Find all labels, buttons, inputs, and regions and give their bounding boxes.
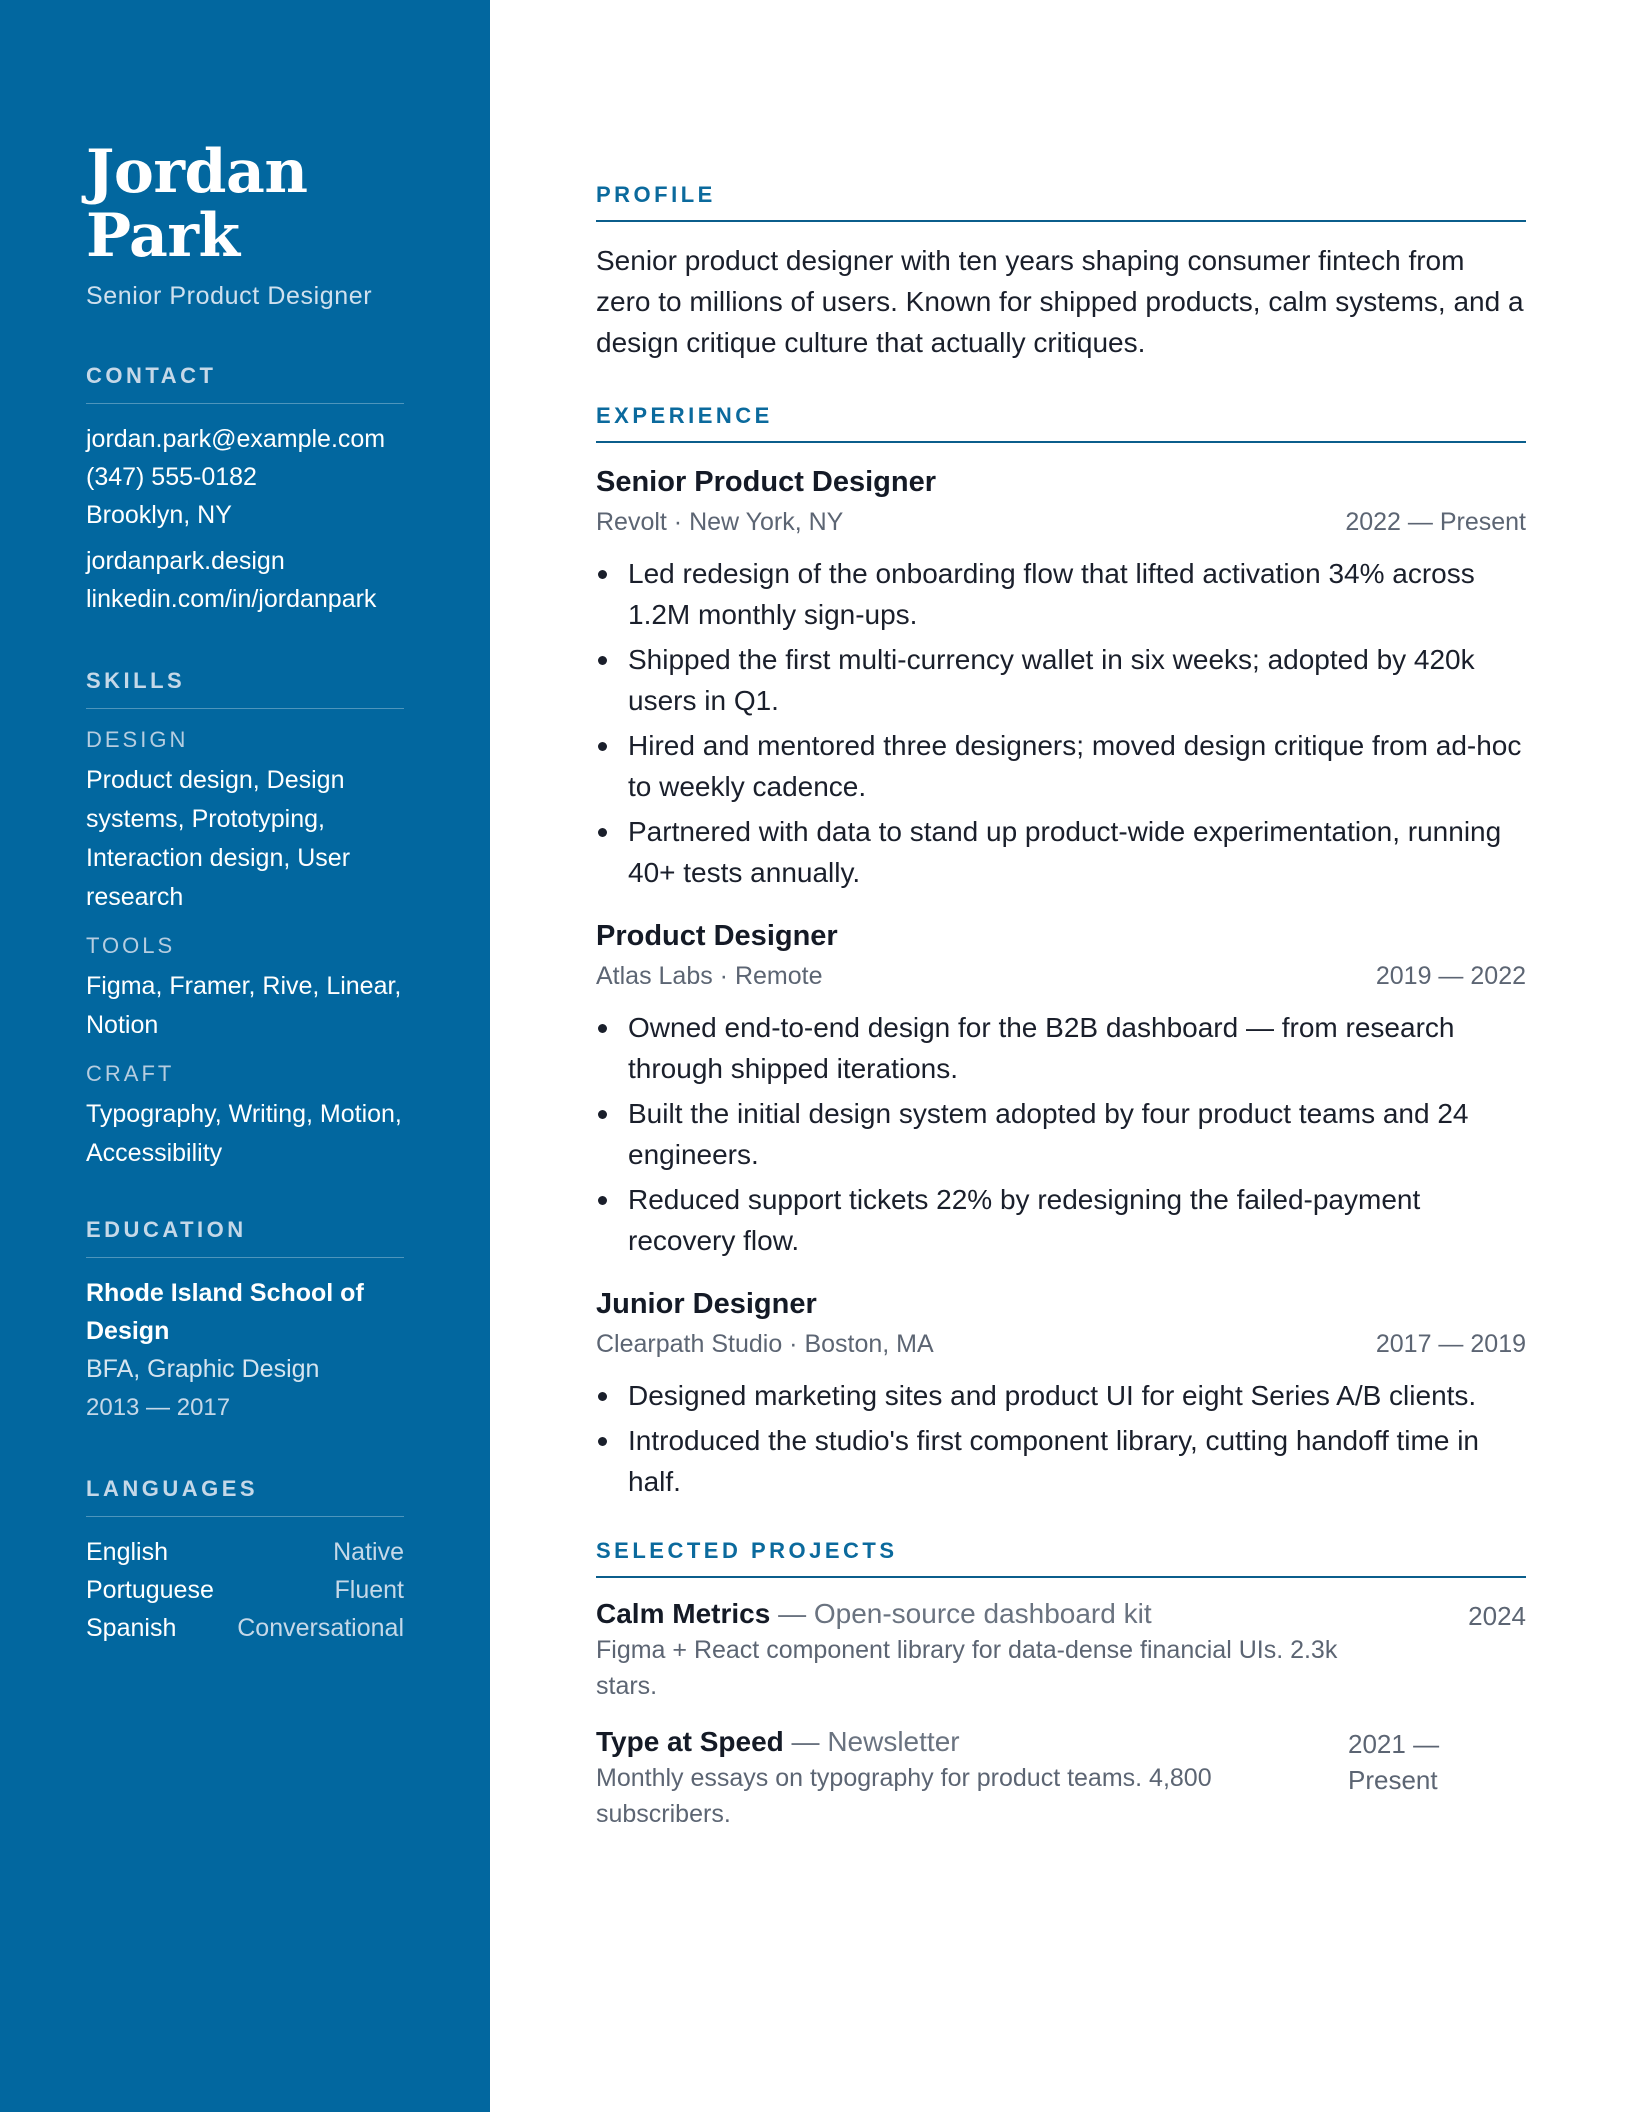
job-bullet: Partnered with data to stand up product-wide experimentation, running 40+ tests annually. [596, 811, 1526, 893]
experience-heading: EXPERIENCE [596, 403, 1526, 443]
job-entry [596, 1285, 1526, 1502]
job-bullet: Introduced the studio's first component library, cutting handoff time in half. [596, 1420, 1526, 1502]
main-content [596, 0, 1526, 1832]
skills-section [86, 725, 404, 1173]
contact-location: Brooklyn, NY [86, 501, 232, 529]
skills-heading: SKILLS [86, 668, 404, 709]
contact-section [86, 420, 404, 618]
project-entry [596, 1598, 1526, 1704]
job-bullets [596, 1375, 1526, 1502]
job-bullet: Designed marketing sites and product UI for eight Series A/B clients. [596, 1375, 1526, 1416]
project-tag: — Open-source dashboard kit [770, 1598, 1152, 1629]
job-meta [596, 959, 1526, 993]
job-company: Atlas Labs · Remote [596, 962, 823, 990]
project-tag: — Newsletter [783, 1726, 960, 1757]
job-dates: 2017 — 2019 [1375, 1330, 1526, 1358]
project-year: 2021 — Present [1348, 1729, 1440, 1795]
skill-group-text: Figma, Framer, Rive, Linear, Notion [86, 972, 402, 1039]
job-entry [596, 917, 1526, 1261]
job-bullet: Reduced support tickets 22% by redesigning the failed-payment recovery flow. [596, 1179, 1526, 1261]
contact-email[interactable]: jordan.park@example.com [86, 425, 386, 453]
project-header [596, 1598, 1526, 1704]
contact-website[interactable]: jordanpark.design [86, 547, 285, 575]
job-title: Junior Designer [596, 1288, 817, 1320]
project-description: Monthly essays on typography for product teams. 4,800 subscribers. [596, 1764, 1212, 1828]
language-name: Spanish [86, 1614, 177, 1642]
job-bullet: Built the initial design system adopted by four product teams and 24 engineers. [596, 1093, 1526, 1175]
education-heading: EDUCATION [86, 1217, 404, 1258]
language-row [86, 1533, 404, 1571]
project-year: 2024 [1468, 1601, 1526, 1631]
education-section [86, 1274, 404, 1428]
contact-phone: (347) 555-0182 [86, 463, 257, 491]
job-bullet: Led redesign of the onboarding flow that lifted activation 34% across 1.2M monthly sign-ups. [596, 553, 1526, 635]
skill-group-text: Product design, Design systems, Prototyping, Interaction design, User research [86, 766, 351, 911]
job-bullets [596, 1007, 1526, 1261]
last-name: Park [86, 201, 240, 271]
project-header [596, 1726, 1526, 1832]
job-bullet: Shipped the first multi-currency wallet in six weeks; adopted by 420k users in Q1. [596, 639, 1526, 721]
project-name: Calm Metrics [596, 1598, 771, 1629]
job-company: Clearpath Studio · Boston, MA [596, 1330, 934, 1358]
job-dates: 2022 — Present [1345, 508, 1526, 536]
job-meta [596, 505, 1526, 539]
skill-group-label: CRAFT [86, 1061, 175, 1086]
languages-heading: LANGUAGES [86, 1476, 404, 1517]
job-title: Product Designer [596, 920, 838, 952]
person-title: Senior Product Designer [86, 282, 373, 310]
profile-heading: PROFILE [596, 182, 1526, 222]
job-entry [596, 463, 1526, 893]
language-row [86, 1571, 404, 1609]
experience-section [596, 403, 1526, 1502]
projects-heading: SELECTED PROJECTS [596, 1538, 1526, 1578]
education-degree: BFA, Graphic Design [86, 1355, 320, 1383]
skill-group-text: Typography, Writing, Motion, Accessibility [86, 1100, 402, 1167]
profile-text: Senior product designer with ten years shaping consumer fintech from zero to millions of users. Known for shipped products, calm systems, and a design critique culture that actually critiques. [596, 245, 1524, 358]
project-entry [596, 1726, 1526, 1832]
profile-section [596, 182, 1526, 363]
job-company: Revolt · New York, NY [596, 508, 844, 536]
project-description: Figma + React component library for data-dense financial UIs. 2.3k stars. [596, 1636, 1338, 1700]
education-years: 2013 — 2017 [86, 1394, 231, 1421]
contact-heading: CONTACT [86, 363, 404, 404]
language-row [86, 1609, 404, 1647]
skill-group-label: DESIGN [86, 727, 189, 752]
job-meta [596, 1327, 1526, 1361]
first-name: Jordan [86, 137, 308, 207]
contact-linkedin[interactable]: linkedin.com/in/jordanpark [86, 585, 377, 613]
project-name: Type at Speed [596, 1726, 784, 1757]
sidebar [0, 0, 490, 2112]
language-level: Fluent [334, 1576, 404, 1604]
language-name: English [86, 1538, 168, 1566]
language-level: Native [333, 1538, 404, 1566]
job-bullet: Owned end-to-end design for the B2B dashboard — from research through shipped iterations. [596, 1007, 1526, 1089]
projects-section [596, 1538, 1526, 1832]
language-name: Portuguese [86, 1576, 214, 1604]
person-name [86, 137, 404, 271]
skill-group-label: TOOLS [86, 933, 176, 958]
job-title: Senior Product Designer [596, 466, 937, 498]
language-level: Conversational [237, 1614, 404, 1642]
job-bullet: Hired and mentored three designers; moved design critique from ad-hoc to weekly cadence. [596, 725, 1526, 807]
languages-section [86, 1533, 404, 1647]
education-school: Rhode Island School of Design [86, 1279, 364, 1345]
job-bullets [596, 553, 1526, 893]
job-dates: 2019 — 2022 [1375, 962, 1526, 990]
